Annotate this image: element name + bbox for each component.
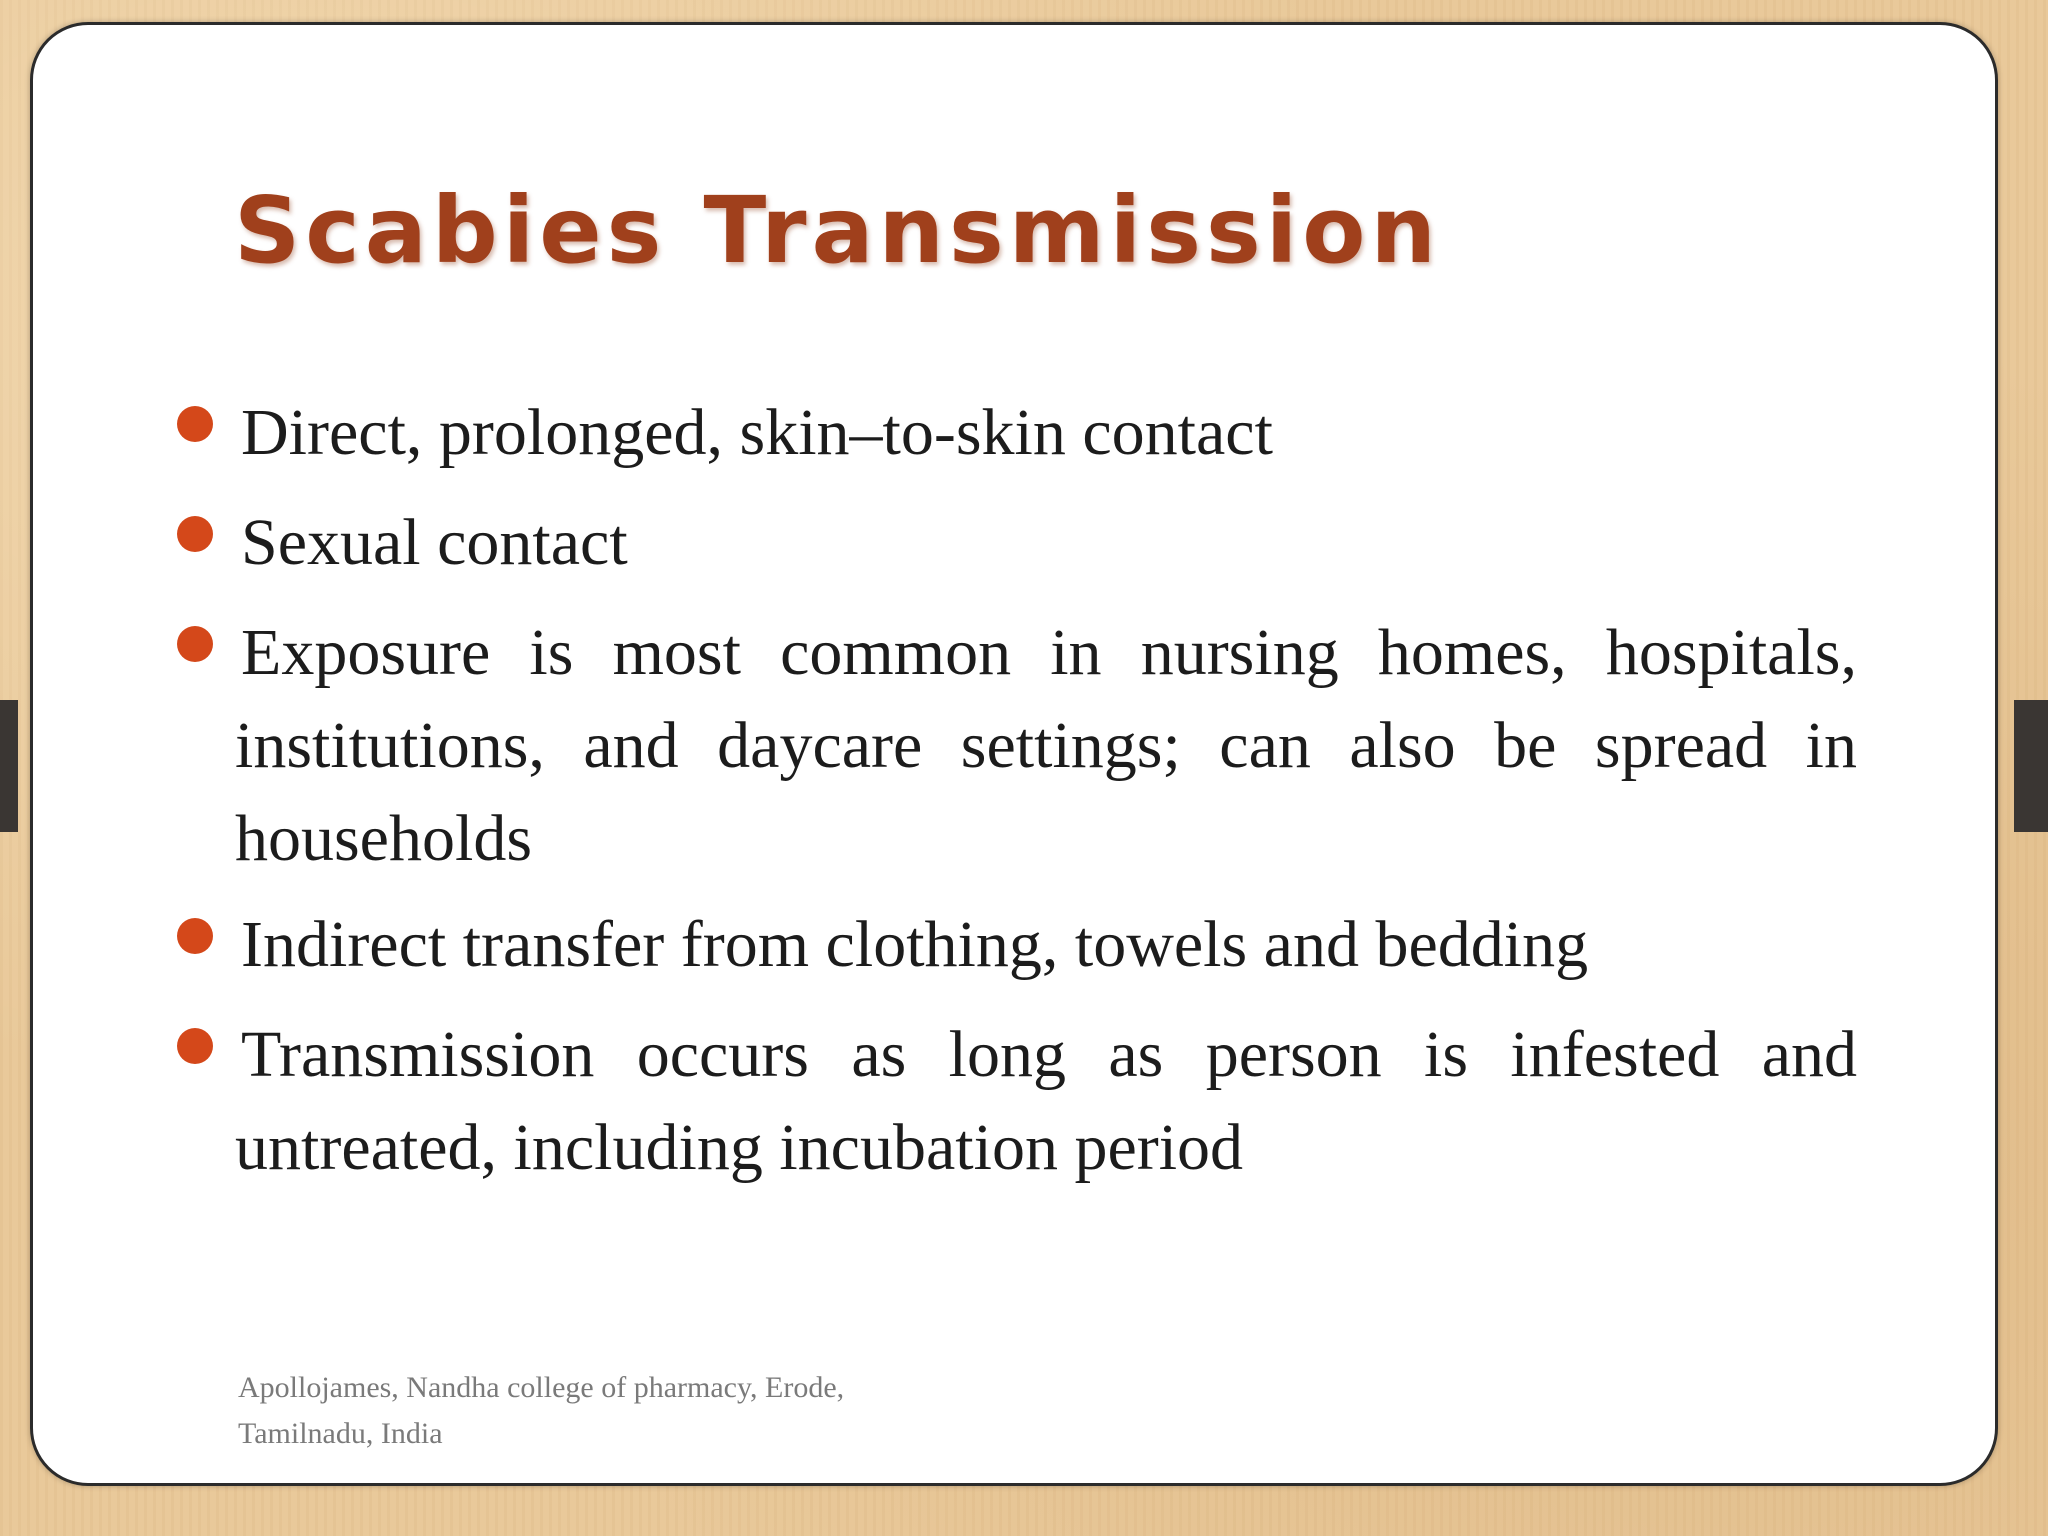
right-edge-bar (2014, 700, 2048, 832)
bullet-item (235, 386, 1857, 479)
bullet-icon (177, 1028, 213, 1064)
bullet-text: Transmission occurs as long as person is infested and untreated, including incubation period (235, 1018, 1857, 1184)
bullet-item (235, 898, 1857, 991)
bullet-icon (177, 626, 213, 662)
bullet-item (235, 496, 1857, 589)
bullet-text: Sexual contact (241, 506, 628, 579)
bullet-icon (177, 406, 213, 442)
bullet-item (235, 1008, 1857, 1194)
bullet-text: Exposure is most common in nursing homes, hospitals, institutions, and daycare settings; can also be spread in households (235, 616, 1857, 875)
bullet-item (235, 606, 1857, 885)
left-edge-bar (0, 700, 18, 832)
footer-location-line: Tamilnadu, India (238, 1417, 443, 1450)
bullet-icon (177, 918, 213, 954)
slide-panel (30, 22, 1998, 1486)
slide-title: Scabies Transmission (234, 177, 1441, 284)
bullet-text: Direct, prolonged, skin–to-skin contact (241, 396, 1273, 469)
bullet-icon (177, 516, 213, 552)
footer-author-line: Apollojames, Nandha college of pharmacy, Erode, (238, 1371, 845, 1404)
slide-footer (238, 1365, 998, 1457)
bullet-text: Indirect transfer from clothing, towels and bedding (241, 908, 1589, 981)
